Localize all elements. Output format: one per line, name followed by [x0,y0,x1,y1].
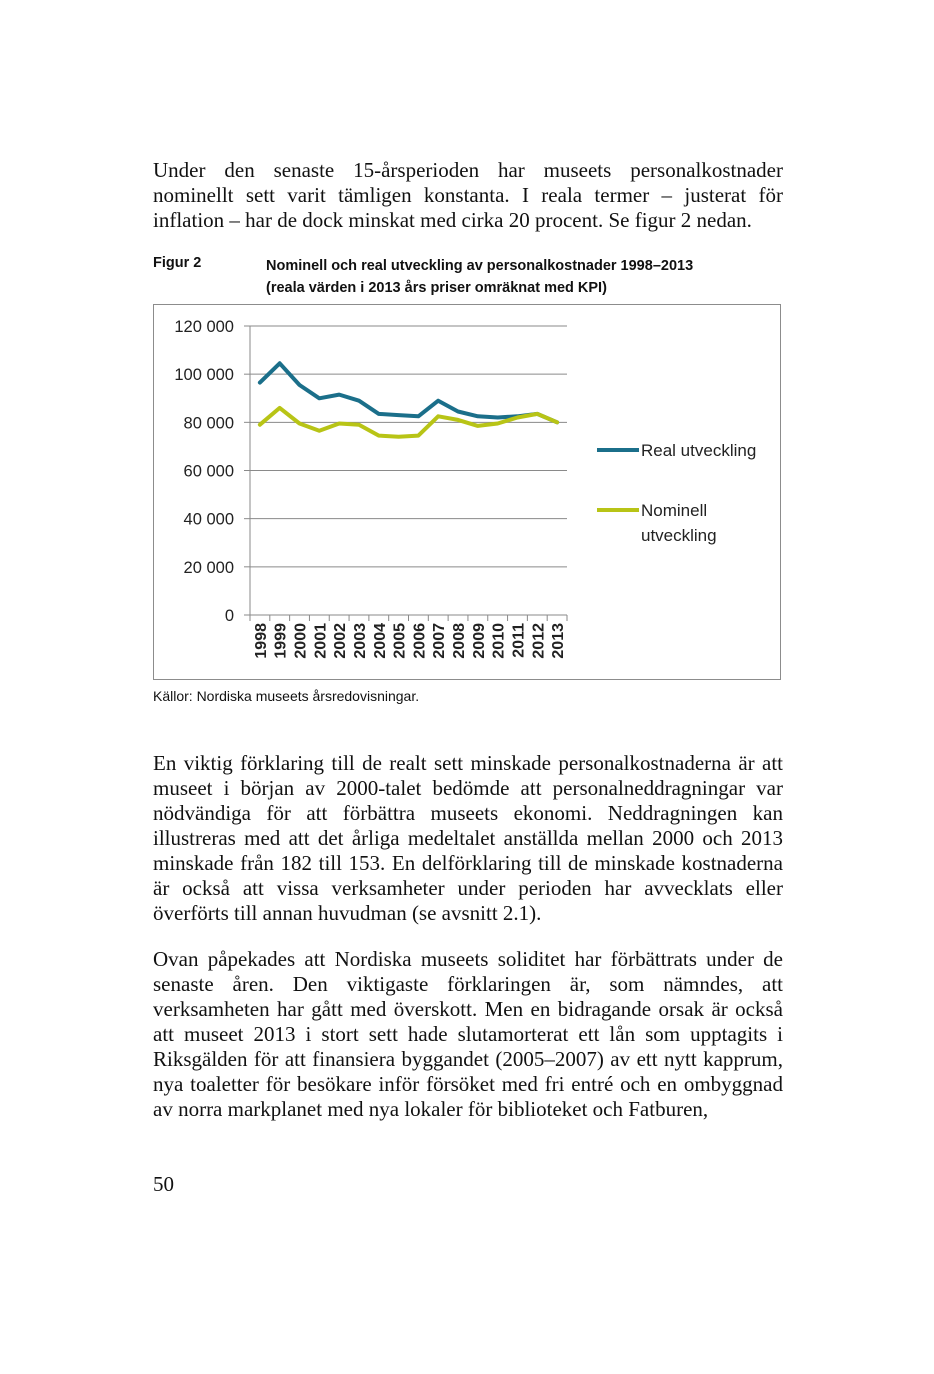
x-tick-label: 2002 [332,623,350,659]
line-chart [153,304,781,680]
x-tick-label: 2004 [371,623,389,659]
figure-title [266,255,786,299]
figure-source: Källor: Nordiska museets årsredovisningar. [153,688,420,704]
legend-label-real: Real utveckling [641,441,757,460]
chart-canvas [154,305,782,681]
figure-label: Figur 2 [153,255,202,271]
x-tick-label: 2005 [391,623,409,659]
x-tick-label: 2006 [411,623,429,659]
x-tick-label: 2011 [510,623,528,658]
figure-title-line2: (reala värden i 2013 års priser omräknat med KPI) [266,280,607,296]
x-tick-label: 2000 [292,623,310,659]
y-tick-label: 120 000 [174,318,234,336]
x-tick-label: 2010 [490,623,508,659]
page-number: 50 [153,1172,174,1196]
x-tick-label: 2008 [451,623,469,659]
y-tick-label: 0 [224,607,234,625]
y-tick-label: 60 000 [183,462,234,481]
x-tick-label: 2012 [530,623,548,659]
x-tick-label: 1999 [272,623,290,659]
x-tick-label: 1998 [252,623,270,659]
y-tick-label: 100 000 [174,366,234,385]
y-tick-label: 40 000 [183,510,234,529]
y-tick-label: 20 000 [183,558,234,577]
solidity-paragraph: Ovan påpekades att Nordiska museets soliditet har förbättrats under de senaste åren. Den viktigaste förklaringen är, som nämndes, att verksamheten har gått med överskott. Men en bidragande orsak är också att museet 2013 i stort sett hade slutamorterat ett lån som upptagits i Riksgälden för att finansiera byggandet (2005–2007) av ett nytt kapprum, nya toaletter för besökare inför försöket med fri entré och en ombyggnad av norra markplanet med nya lokaler för biblioteket och Fatburen, [153,947,783,1121]
x-tick-label: 2001 [312,623,330,659]
figure-title-line1: Nominell och real utveckling av personalkostnader 1998–2013 [266,258,694,274]
intro-paragraph: Under den senaste 15-årsperioden har museets personalkostnader nominellt sett varit tämligen konstanta. I reala termer – justerat för inflation – har de dock minskat med cirka 20 procent. Se figur 2 nedan. [153,158,783,232]
x-tick-label: 2013 [550,623,568,659]
x-tick-label: 2009 [470,623,488,659]
legend-label-nominal: utveckling [641,526,717,545]
explanation-paragraph: En viktig förklaring till de realt sett minskade personalkostnaderna är att museet i början av 2000-talet bedömde att personalneddragningar var nödvändiga för att förbättra museets ekonomi. Neddragningen kan illustreras med att det årliga medeltalet anställda mellan 2000 och 2013 minskade från 182 till 153. En delförklaring till de minskade kostnaderna är också att vissa verksamheter under perioden har avvecklats eller överförts till annan huvudman (se avsnitt 2.1). [153,751,783,925]
x-tick-label: 2007 [431,623,449,659]
legend-label-nominal: Nominell [641,501,708,520]
x-tick-label: 2003 [351,623,369,659]
series-line-real [260,363,557,422]
y-tick-label: 80 000 [183,414,234,433]
